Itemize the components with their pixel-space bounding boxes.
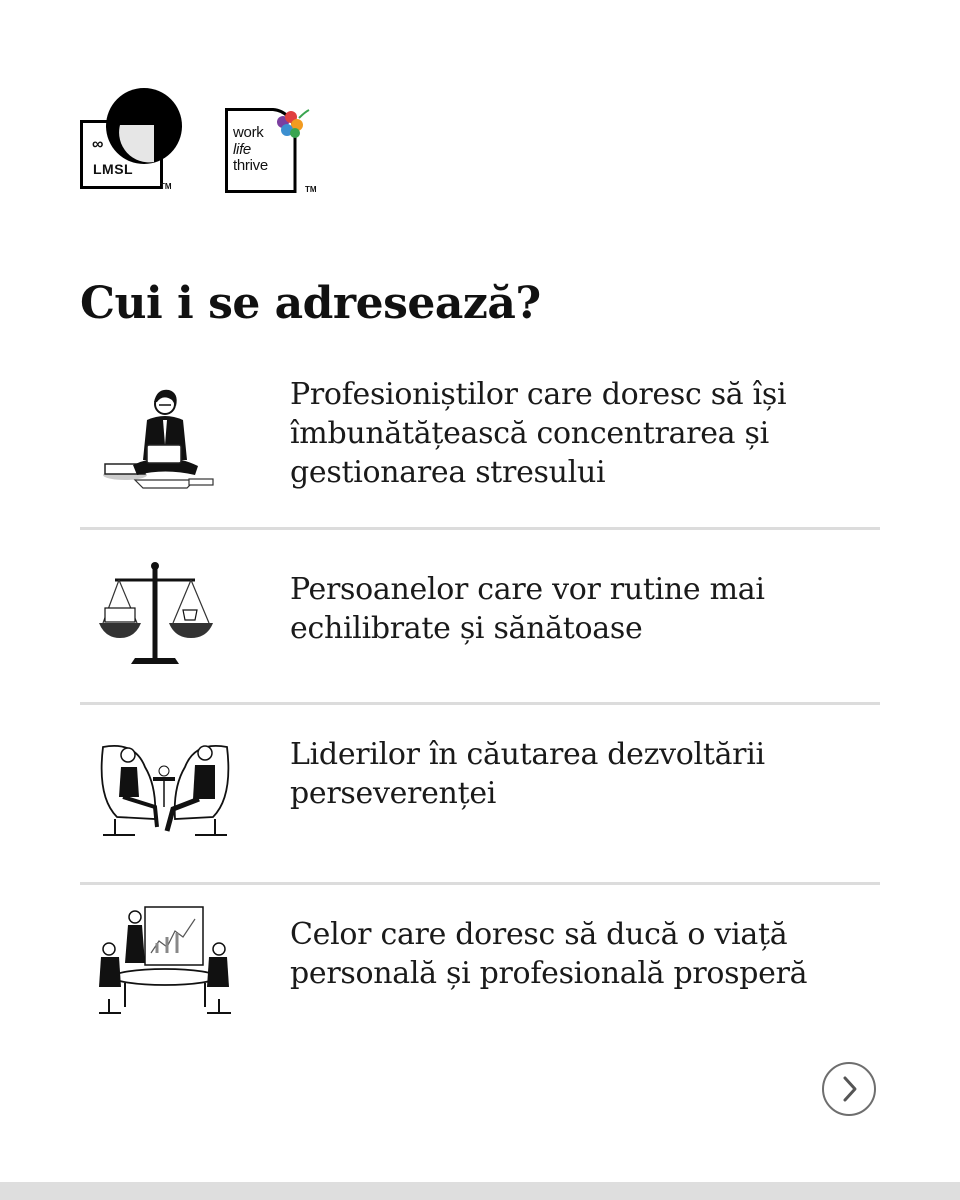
bottom-bar [0,1182,960,1200]
logos [80,88,340,198]
list-item [80,365,880,530]
list-item [80,705,880,885]
two-people-armchairs-illustration [95,727,235,847]
list-item [80,530,880,705]
list-item-text: Profesioniștilor care doresc să își îmbunătățească concentrarea și gestionarea stresului [290,377,787,490]
woman-laptop-lotus-illustration [95,380,235,500]
list-item-text: Liderilor în căutarea dezvoltării perseverenței [290,737,765,811]
page-title: Cui i se adresează? [80,278,541,329]
lmsl-logo: ∞ LMSL TM [80,88,185,193]
work-life-thrive-logo: work life thrive TM [225,108,325,193]
next-button[interactable] [822,1062,876,1116]
balance-scale-laptop-coffee-illustration [95,558,235,678]
team-meeting-table-illustration [95,903,235,1023]
chevron-right-icon [824,1064,874,1114]
list-item [80,885,880,1055]
list-item-text: Persoanelor care vor rutine mai echilibrate și sănătoase [290,572,765,646]
list-item-text: Celor care doresc să ducă o viață personală și profesională prosperă [290,917,808,991]
audience-list [80,365,880,1055]
